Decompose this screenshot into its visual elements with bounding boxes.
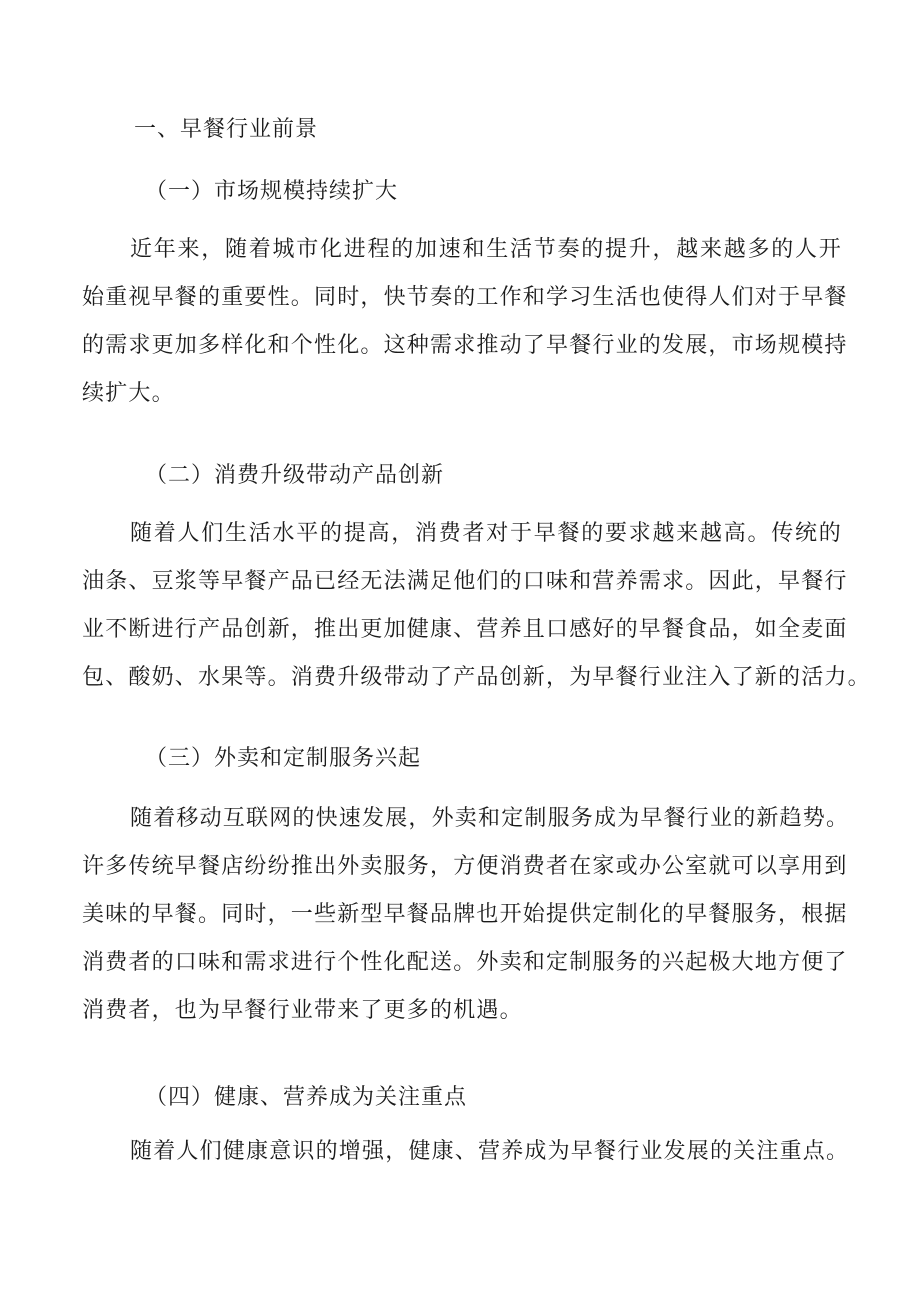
paragraph-1-line: 的需求更加多样化和个性化。这种需求推动了早餐行业的发展，市场规模持 — [82, 333, 848, 358]
paragraph-3-line: 许多传统早餐店纷纷推出外卖服务，方便消费者在家或办公室就可以享用到 — [82, 854, 848, 879]
subheading-2: （二）消费升级带动产品创新 — [145, 463, 445, 488]
paragraph-2-line: 随着人们生活水平的提高，消费者对于早餐的要求越来越高。传统的 — [130, 521, 842, 546]
paragraph-3-line: 消费者的口味和需求进行个性化配送。外卖和定制服务的兴起极大地方便了 — [82, 950, 848, 975]
paragraph-3 — [82, 795, 850, 1035]
subheading-3: （三）外卖和定制服务兴起 — [145, 746, 422, 771]
paragraph-1-line: 始重视早餐的重要性。同时，快节奏的工作和学习生活也使得人们对于早餐 — [82, 285, 848, 310]
paragraph-1-line: 续扩大。 — [82, 381, 175, 406]
paragraph-3-line: 随着移动互联网的快速发展，外卖和定制服务成为早餐行业的新趋势。 — [130, 806, 850, 831]
paragraph-2 — [82, 510, 871, 702]
paragraph-2-line: 油条、豆浆等早餐产品已经无法满足他们的口味和营养需求。因此，早餐行 — [82, 569, 848, 594]
subheading-4: （四）健康、营养成为关注重点 — [145, 1085, 468, 1110]
paragraph-1-line: 近年来，随着城市化进程的加速和生活节奏的提升，越来越多的人开 — [130, 237, 842, 262]
subheading-1: （一）市场规模持续扩大 — [145, 179, 399, 204]
paragraph-1 — [82, 226, 848, 418]
paragraph-4 — [82, 1128, 850, 1176]
paragraph-2-line: 业不断进行产品创新，推出更加健康、营养且口感好的早餐食品，如全麦面 — [82, 617, 848, 642]
section-title: 一、早餐行业前景 — [134, 117, 319, 142]
paragraph-4-line: 随着人们健康意识的增强，健康、营养成为早餐行业发展的关注重点。 — [130, 1139, 850, 1164]
paragraph-3-line: 消费者，也为早餐行业带来了更多的机遇。 — [82, 998, 523, 1023]
paragraph-3-line: 美味的早餐。同时，一些新型早餐品牌也开始提供定制化的早餐服务，根据 — [82, 902, 848, 927]
paragraph-2-line: 包、酸奶、水果等。消费升级带动了产品创新，为早餐行业注入了新的活力。 — [82, 665, 871, 690]
